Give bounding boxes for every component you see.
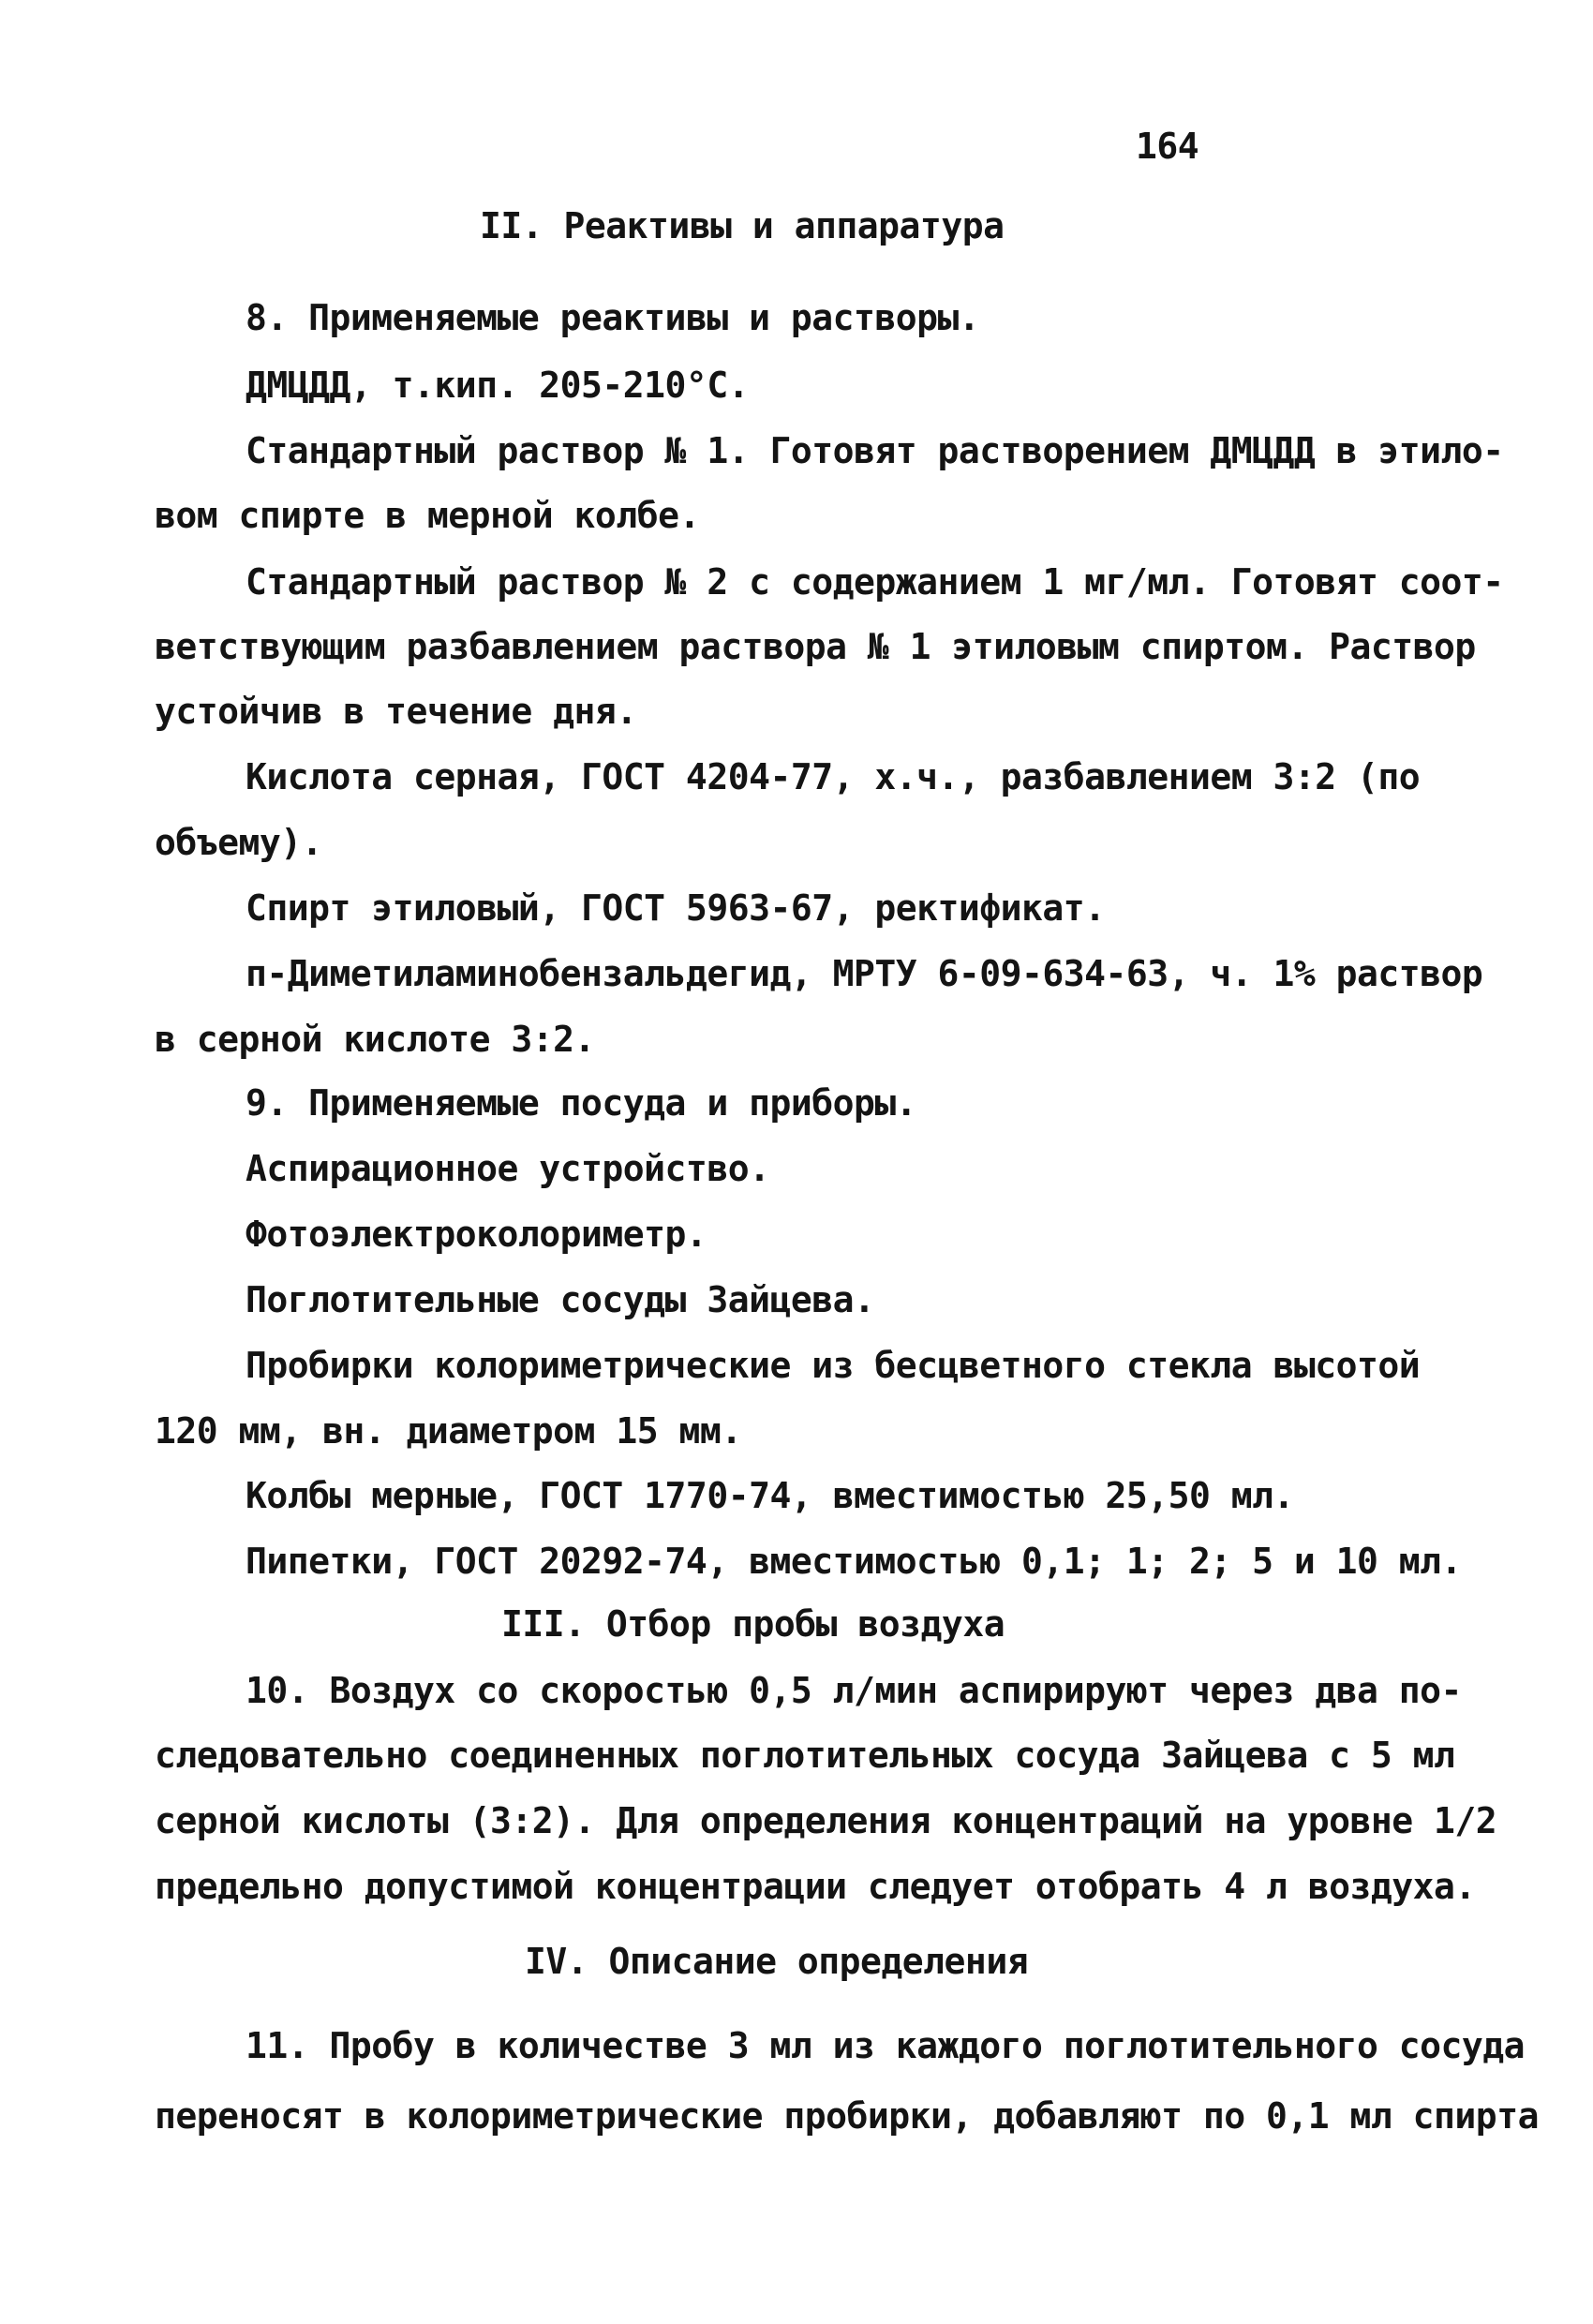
- text-line: Фотоэлектроколориметр.: [246, 1214, 707, 1255]
- section-heading-reagents: II. Реактивы и аппаратура: [480, 205, 1005, 246]
- text-line: Колбы мерные, ГОСТ 1770-74, вместимостью 25,50 мл.: [246, 1475, 1294, 1516]
- text-line: переносят в колориметрические пробирки, добавляют по 0,1 мл спирта: [155, 2095, 1539, 2137]
- text-line: Спирт этиловый, ГОСТ 5963-67, ректификат.: [246, 887, 1106, 929]
- text-line: ДМЦДД, т.кип. 205-210°С.: [246, 365, 750, 406]
- section-heading-sampling: III. Отбор пробы воздуха: [501, 1603, 1005, 1645]
- text-line: объему).: [155, 822, 323, 863]
- text-line: ветствующим разбавлением раствора № 1 этиловым спиртом. Раствор: [155, 626, 1476, 667]
- item-9-heading: 9. Применяемые посуда и приборы.: [246, 1082, 917, 1124]
- text-line: Стандартный раствор № 2 с содержанием 1 мг/мл. Готовят соот-: [246, 561, 1504, 603]
- text-line: в серной кислоте 3:2.: [155, 1019, 595, 1060]
- text-line: вом спирте в мерной колбе.: [155, 495, 700, 536]
- text-line: п-Диметиламинобензальдегид, МРТУ 6-09-634-63, ч. 1% раствор: [246, 953, 1483, 994]
- text-line: Пробирки колориметрические из бесцветного стекла высотой: [246, 1345, 1421, 1386]
- text-line: 10. Воздух со скоростью 0,5 л/мин аспирируют через два по-: [246, 1670, 1462, 1711]
- text-line: 120 мм, вн. диаметром 15 мм.: [155, 1410, 742, 1452]
- text-line: Кислота серная, ГОСТ 4204-77, х.ч., разбавлением 3:2 (по: [246, 756, 1421, 797]
- text-line: Поглотительные сосуды Зайцева.: [246, 1279, 875, 1320]
- page-number: 164: [1136, 126, 1199, 167]
- text-line: 11. Пробу в количестве 3 мл из каждого поглотительного сосуда: [246, 2025, 1526, 2066]
- text-line: серной кислоты (3:2). Для определения концентраций на уровне 1/2: [155, 1800, 1497, 1841]
- item-8-heading: 8. Применяемые реактивы и растворы.: [246, 297, 980, 338]
- text-line: следовательно соединенных поглотительных сосуда Зайцева с 5 мл: [155, 1735, 1455, 1776]
- text-line: Стандартный раствор № 1. Готовят растворением ДМЦДД в этило-: [246, 430, 1504, 471]
- text-line: предельно допустимой концентрации следует отобрать 4 л воздуха.: [155, 1866, 1476, 1907]
- text-line: Аспирационное устройство.: [246, 1148, 770, 1189]
- text-line: Пипетки, ГОСТ 20292-74, вместимостью 0,1; 1; 2; 5 и 10 мл.: [246, 1541, 1462, 1582]
- section-heading-description: IV. Описание определения: [525, 1941, 1029, 1982]
- text-line: устойчив в течение дня.: [155, 691, 637, 732]
